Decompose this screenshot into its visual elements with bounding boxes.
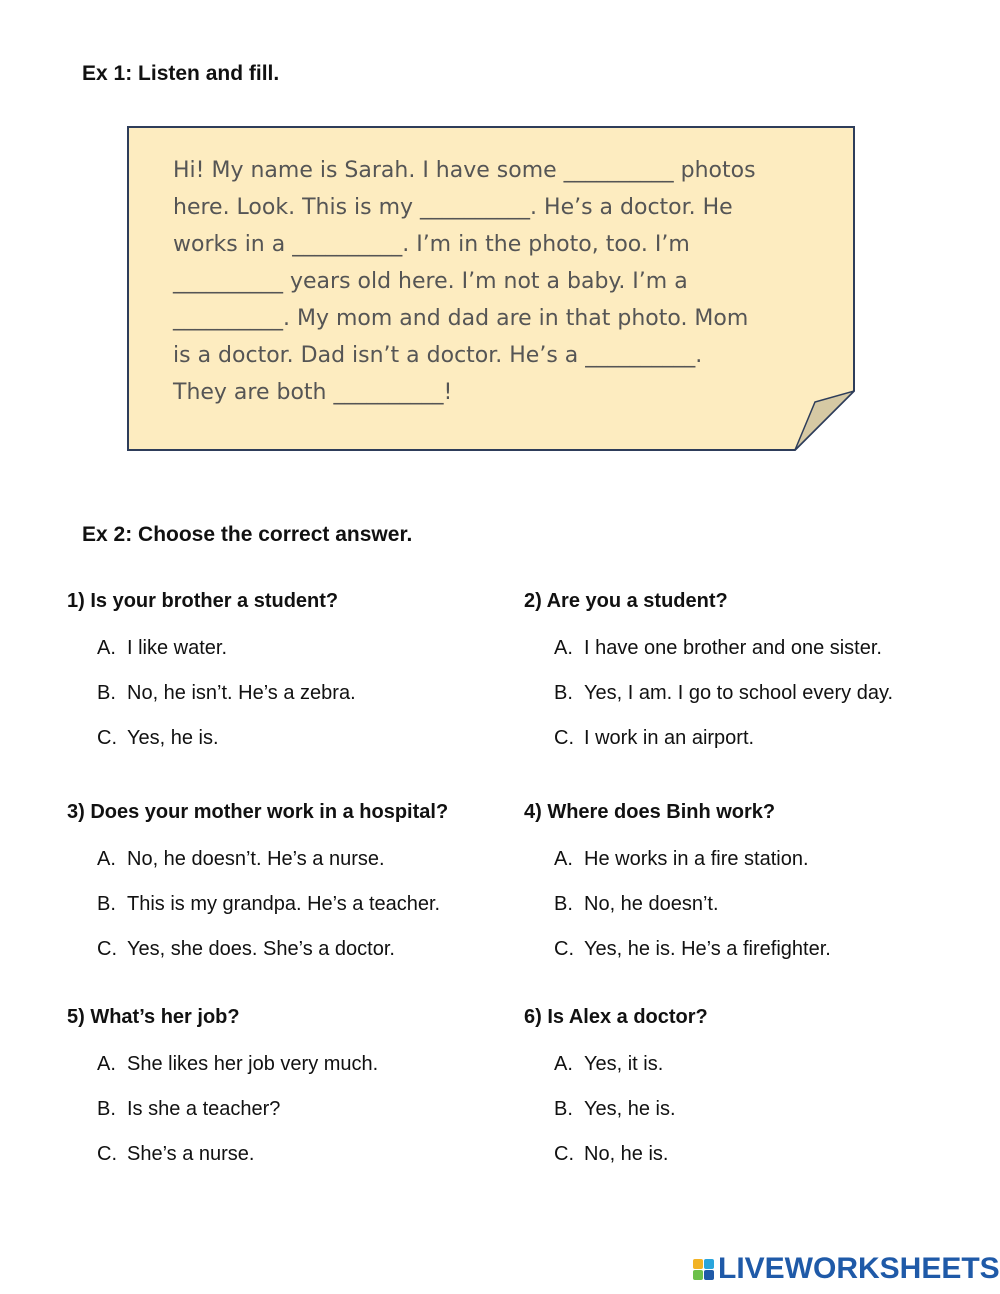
question-2 <box>524 590 964 750</box>
option-b[interactable] <box>554 893 964 916</box>
option-a[interactable] <box>97 637 507 660</box>
option-letter: B. <box>554 893 573 915</box>
option-text: She likes her job very much. <box>127 1053 379 1075</box>
question-title: 3) Does your mother work in a hospital? <box>67 801 449 823</box>
option-b[interactable] <box>554 1098 964 1121</box>
exercise-1-title: Ex 1: Listen and fill. <box>82 62 280 85</box>
option-c[interactable] <box>97 727 507 750</box>
option-text: Yes, it is. <box>584 1053 664 1075</box>
passage-line: here. Look. This is my __________. He’s a doctor. He <box>173 195 733 220</box>
option-letter: C. <box>554 1143 574 1165</box>
option-b[interactable] <box>97 893 507 916</box>
logo-square <box>704 1259 714 1269</box>
option-letter: C. <box>97 1143 117 1165</box>
option-text: Is she a teacher? <box>127 1098 281 1120</box>
option-text: No, he isn’t. He’s a zebra. <box>127 682 356 704</box>
option-letter: B. <box>554 682 573 704</box>
liveworksheets-logo[interactable] <box>693 1252 1000 1286</box>
fill-in-passage <box>173 152 823 411</box>
option-letter: C. <box>554 938 574 960</box>
option-letter: A. <box>97 637 116 659</box>
option-letter: A. <box>97 848 116 870</box>
option-text: I like water. <box>127 637 228 659</box>
passage-line: Hi! My name is Sarah. I have some __________ photos <box>173 158 756 183</box>
option-letter: C. <box>554 727 574 749</box>
passage-line: __________. My mom and dad are in that photo. Mom <box>173 306 749 331</box>
option-text: I work in an airport. <box>584 727 755 749</box>
option-text: I have one brother and one sister. <box>584 637 882 659</box>
option-a[interactable] <box>554 1053 964 1076</box>
question-title: 5) What’s her job? <box>67 1006 240 1028</box>
question-title: 1) Is your brother a student? <box>67 590 339 612</box>
option-letter: B. <box>97 682 116 704</box>
question-4 <box>524 801 964 961</box>
option-letter: B. <box>97 1098 116 1120</box>
logo-mark-icon <box>693 1259 714 1280</box>
option-b[interactable] <box>97 682 507 705</box>
option-c[interactable] <box>97 1143 507 1166</box>
option-letter: B. <box>554 1098 573 1120</box>
option-letter: A. <box>554 1053 573 1075</box>
option-a[interactable] <box>554 848 964 871</box>
exercise-2-title: Ex 2: Choose the correct answer. <box>82 523 413 546</box>
option-a[interactable] <box>554 637 964 660</box>
passage-line: They are both __________! <box>173 380 453 405</box>
option-c[interactable] <box>97 938 507 961</box>
question-6 <box>524 1006 964 1166</box>
passage-line: works in a __________. I’m in the photo, too. I’m <box>173 232 690 257</box>
logo-square <box>704 1270 714 1280</box>
logo-square <box>693 1270 703 1280</box>
option-text: No, he is. <box>584 1143 669 1165</box>
passage-line: is a doctor. Dad isn’t a doctor. He’s a __________. <box>173 343 703 368</box>
question-3 <box>67 801 507 961</box>
option-text: Yes, he is. He’s a firefighter. <box>584 938 831 960</box>
option-text: Yes, she does. She’s a doctor. <box>127 938 395 960</box>
option-c[interactable] <box>554 727 964 750</box>
question-title: 2) Are you a student? <box>524 590 728 612</box>
option-b[interactable] <box>97 1098 507 1121</box>
option-letter: A. <box>554 637 573 659</box>
option-letter: B. <box>97 893 116 915</box>
question-title: 4) Where does Binh work? <box>524 801 776 823</box>
option-letter: C. <box>97 727 117 749</box>
option-text: She’s a nurse. <box>127 1143 255 1165</box>
option-text: He works in a fire station. <box>584 848 809 870</box>
question-title: 6) Is Alex a doctor? <box>524 1006 708 1028</box>
option-a[interactable] <box>97 1053 507 1076</box>
option-letter: A. <box>554 848 573 870</box>
option-letter: A. <box>97 1053 116 1075</box>
option-c[interactable] <box>554 1143 964 1166</box>
option-text: No, he doesn’t. He’s a nurse. <box>127 848 385 870</box>
option-b[interactable] <box>554 682 964 705</box>
passage-line: __________ years old here. I’m not a baby. I’m a <box>173 269 688 294</box>
option-text: Yes, he is. <box>584 1098 676 1120</box>
option-letter: C. <box>97 938 117 960</box>
sticky-note <box>127 126 855 451</box>
option-c[interactable] <box>554 938 964 961</box>
option-text: Yes, I am. I go to school every day. <box>584 682 894 704</box>
option-text: No, he doesn’t. <box>584 893 719 915</box>
option-text: This is my grandpa. He’s a teacher. <box>127 893 441 915</box>
option-text: Yes, he is. <box>127 727 219 749</box>
option-a[interactable] <box>97 848 507 871</box>
question-1 <box>67 590 507 750</box>
logo-square <box>693 1259 703 1269</box>
question-5 <box>67 1006 507 1166</box>
logo-text: LIVEWORKSHEETS <box>718 1252 1000 1285</box>
